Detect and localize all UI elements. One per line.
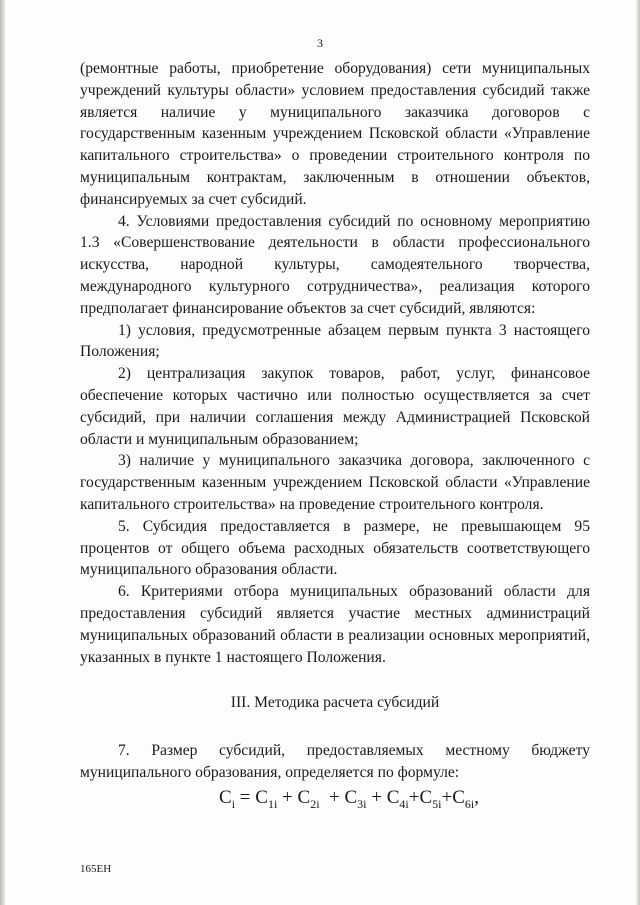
formula-tail: , (474, 786, 479, 808)
paragraph-item-4: 4. Условиями предоставления субсидий по основному мероприятию 1.3 «Совершенствование деятельности в области профессионального искусства, народной культуры, самодеятельного творчества, международного культурного сотрудничества», реализация которого предполагает финансирование объектов за счет субсидий, являются: (80, 212, 590, 317)
formula-term-1-sub: 1i (267, 796, 278, 811)
formula-term-6-sub: 6i (464, 796, 475, 811)
formula-term-1: C (255, 786, 268, 808)
formula-term-2-sub: 2i (310, 796, 320, 811)
subsidy-formula (80, 786, 590, 816)
formula-term-3-sub: 3i (357, 796, 367, 811)
document-code: 165ЕН (80, 863, 112, 875)
scan-edge-left (0, 0, 5, 905)
formula-lhs-sub: i (231, 796, 236, 811)
paragraph-continuation: (ремонтные работы, приобретение оборудования) сети муниципальных учреждений культуры области» условием предоставления субсидий также является наличие у муниципального заказчика договоров с государственным казенным учреждением Псковской области «Управление капитального строительства» о проведении строительного контроля по муниципальным контрактам, заключенным в отношении объектов, финансируемых за счет субсидий. (80, 60, 590, 208)
paragraph-subitem-1: 1) условия, предусмотренные абзацем первым пункта 3 настоящего Положения; (80, 321, 590, 361)
page-number: 3 (317, 36, 323, 50)
paragraph-item-7: 7. Размер субсидий, предоставляемых местному бюджету муниципального образования, определяется по формуле: (80, 742, 590, 781)
paragraph-item-6: 6. Критериями отбора муниципальных образований области для предоставления субсидий является участие местных администраций муниципальных образований области в реализации основных мероприятий, указанных в пункте 1 настоящего Положения. (80, 583, 590, 666)
formula-term-5: +C (408, 786, 433, 808)
formula-term-4: + C (366, 786, 400, 808)
formula-term-2: + C (277, 786, 311, 808)
formula-term-5-sub: 5i (432, 796, 442, 811)
document-body (80, 58, 590, 816)
paragraph-subitem-2: 2) централизация закупок товаров, работ, услуг, финансовое обеспечение которых частично или полностью осуществляется за счет субсидий, при наличии соглашения между Администрацией Псковской области и муниципальным образованием; (80, 365, 590, 448)
formula-lhs: C (219, 786, 232, 808)
section-heading: III. Методика расчета субсидий (230, 694, 440, 712)
formula-term-4-sub: 4i (399, 796, 409, 811)
formula-term-6: +C (441, 786, 465, 808)
scan-edge-right (636, 0, 640, 905)
formula-eq: = (235, 786, 256, 808)
paragraph-subitem-3: 3) наличие у муниципального заказчика договора, заключенного с государственным казенным учреждением Псковской области «Управление капитального строительства» на проведение строительного контроля. (80, 452, 590, 513)
formula-term-3: + C (319, 786, 358, 808)
paragraph-item-5: 5. Субсидия предоставляется в размере, не превышающем 95 процентов от общего объема расходных обязательств соответствующего муниципального образования области. (80, 517, 590, 579)
